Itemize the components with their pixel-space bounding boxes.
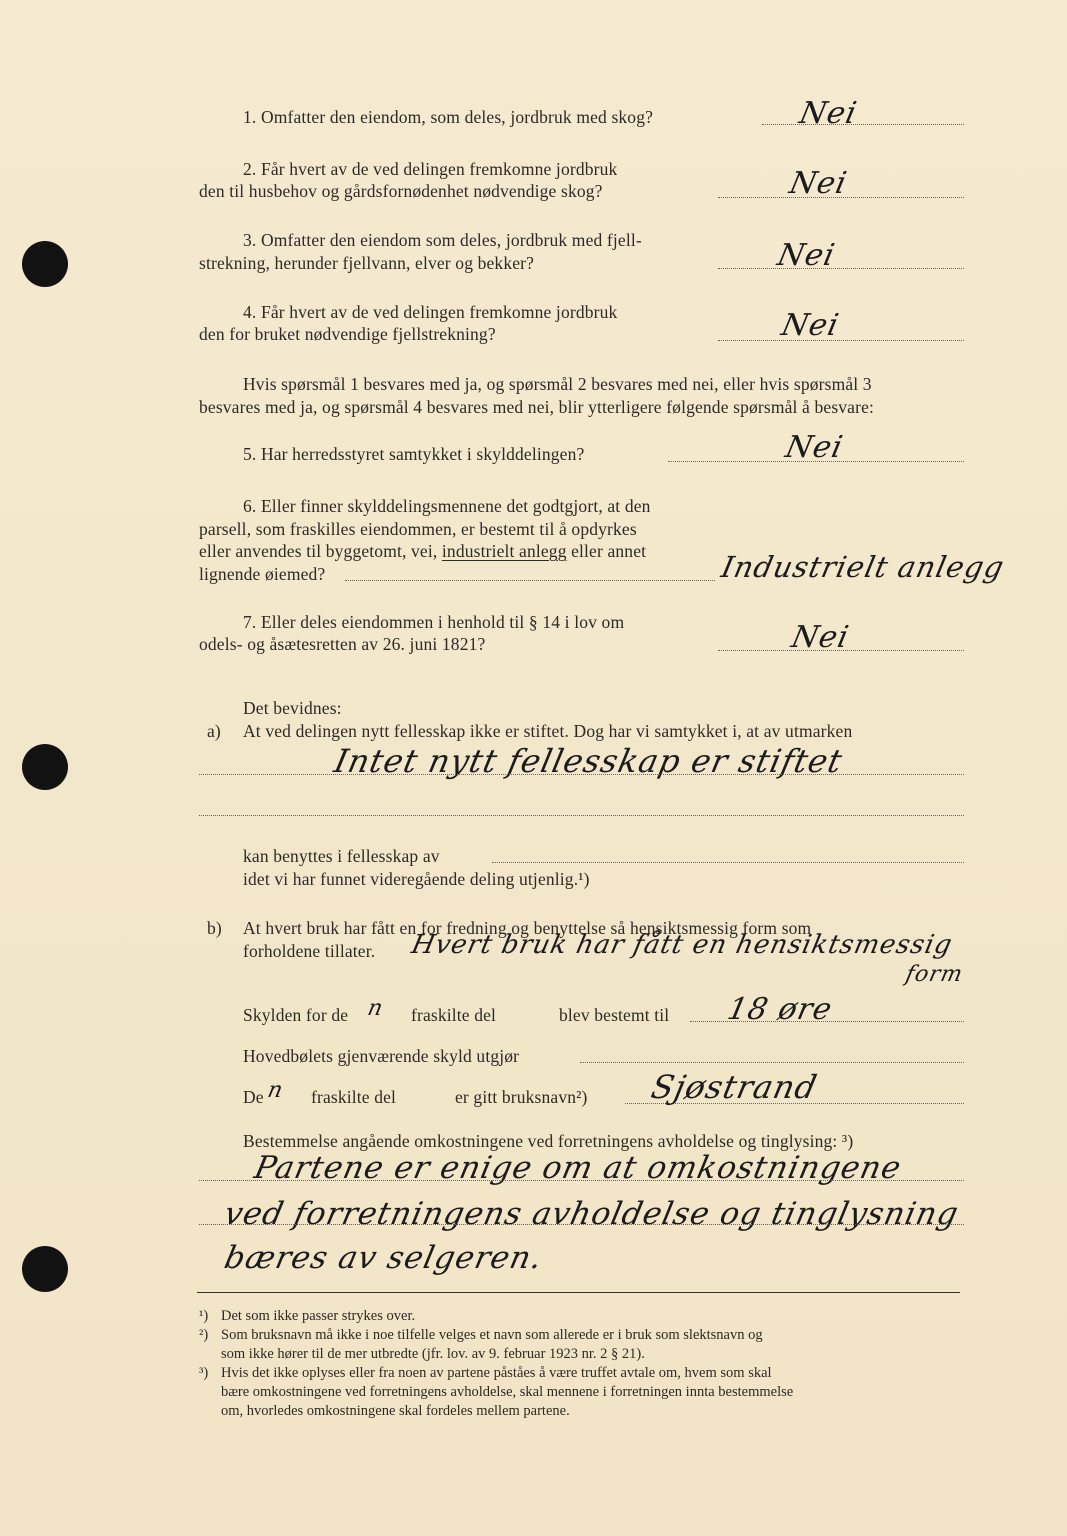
omkostning-label: Bestemmelse angående omkostningene ved forretningens avholdelse og tinglysing: ³) — [243, 1131, 854, 1151]
answer-5-handwritten: Nei — [782, 430, 847, 465]
conditional-intro-line-2: besvares med ja, og spørsmål 4 besvares med nei, blir ytterligere følgende spørsmål å besvare: — [199, 397, 874, 417]
answer-3-handwritten: Nei — [774, 238, 839, 273]
question-3-line-2: strekning, herunder fjellvann, elver og bekker? — [199, 253, 535, 273]
omkostning-handwritten-1: Partene er enige om at omkostningene — [251, 1150, 905, 1186]
attest-b-handwritten-2: form — [903, 962, 966, 987]
question-4-line-1: 4. Får hvert av de ved delingen fremkomne jordbruk — [243, 302, 618, 322]
answer-line-6 — [345, 580, 715, 581]
answer-line-4 — [718, 340, 964, 341]
question-7-line-2: odels- og åsætesretten av 26. juni 1821? — [199, 634, 486, 654]
skyld-label-c: blev bestemt til — [559, 1005, 670, 1025]
question-6-line-3 — [199, 540, 646, 562]
question-4-line-2: den for bruket nødvendige fjellstrekning? — [199, 324, 496, 344]
omkostning-line-2 — [199, 1224, 964, 1225]
footnote-3-line-3: om, hvorledes omkostningene skal fordeles mellem partene. — [221, 1403, 570, 1419]
attest-b-mark: b) — [207, 918, 222, 938]
punch-hole-middle — [22, 744, 68, 790]
question-6-text-c: eller annet — [566, 541, 647, 561]
answer-4-handwritten: Nei — [778, 308, 843, 343]
bruksnavn-handwritten: Sjøstrand — [647, 1068, 821, 1106]
answer-2-handwritten: Nei — [786, 166, 851, 201]
attest-a-shared-blank — [492, 862, 964, 863]
footnote-1-mark: ¹) — [199, 1308, 209, 1324]
question-6-line-4: lignende øiemed? — [199, 564, 326, 584]
omkostning-handwritten-3: bæres av selgeren. — [221, 1240, 546, 1276]
attest-b-text: At hvert bruk har fått en for fredning og benyttelse så hensiktsmessig form som — [243, 918, 812, 938]
question-6-line-2: parsell, som fraskilles eiendommen, er bestemt til å opdyrkes — [199, 519, 637, 539]
bruksnavn-label-c: er gitt bruksnavn²) — [455, 1087, 588, 1107]
footnote-3-line-2: bære omkostningene ved forretningens avholdelse, skal mennene i forretningen innta bestemmelse — [221, 1384, 794, 1400]
attest-a-line-reason: idet vi har funnet videregående deling utjenlig.¹) — [243, 869, 590, 889]
question-2-line-1: 2. Får hvert av de ved delingen fremkomne jordbruk — [243, 159, 618, 179]
attest-a-handwritten: Intet nytt fellesskap er stiftet — [330, 742, 847, 780]
attest-a-line-shared: kan benyttes i fellesskap av — [243, 846, 440, 866]
answer-6-handwritten: Industrielt anlegg — [718, 550, 1008, 584]
footnote-2-line-1 — [199, 1326, 763, 1345]
footnote-2-text-1: Som bruksnavn må ikke i noe tilfelle velges et navn som allerede er i bruk som slektsnavn og — [221, 1327, 763, 1343]
punch-hole-top — [22, 241, 68, 287]
footnote-3-line-1 — [199, 1364, 772, 1383]
bruksnavn-label-b: fraskilte del — [311, 1087, 397, 1107]
question-6-text-a: eller anvendes til byggetomt, vei, — [199, 541, 442, 561]
conditional-intro-line-1: Hvis spørsmål 1 besvares med ja, og spørsmål 2 besvares med nei, eller hvis spørsmål 3 — [243, 374, 872, 394]
attest-a-mark: a) — [207, 721, 221, 741]
attest-a-line-2 — [199, 815, 964, 816]
footnote-2-mark: ²) — [199, 1327, 209, 1343]
skyld-handwritten-suffix: n — [365, 996, 386, 1021]
punch-hole-bottom — [22, 1246, 68, 1292]
footnote-divider — [197, 1292, 960, 1293]
answer-line-3 — [718, 268, 964, 269]
bruksnavn-label-a: De — [243, 1087, 264, 1107]
skyld-handwritten: 18 øre — [724, 992, 836, 1027]
attest-b-handwritten-1: Hvert bruk har fått en hensiktsmessig — [408, 930, 956, 960]
bruksnavn-handwritten-suffix: n — [265, 1078, 286, 1103]
answer-1-handwritten: Nei — [796, 96, 861, 131]
attest-a-text: At ved delingen nytt fellesskap ikke er stiftet. Dog har vi samtykket i, at av utmarken — [243, 721, 853, 741]
attest-a-line-1 — [199, 774, 964, 775]
question-5: 5. Har herredsstyret samtykket i skylddelingen? — [243, 444, 585, 464]
question-3-line-1: 3. Omfatter den eiendom som deles, jordbruk med fjell- — [243, 230, 642, 250]
skyld-label-b: fraskilte del — [411, 1005, 497, 1025]
footnote-1-text: Det som ikke passer strykes over. — [221, 1308, 416, 1324]
omkostning-handwritten-2: ved forretningens avholdelse og tinglysning — [221, 1196, 963, 1232]
hovedbol-label: Hovedbølets gjenværende skyld utgjør — [243, 1046, 520, 1066]
question-6-underlined-option: industrielt anlegg — [441, 541, 567, 561]
footnote-1 — [199, 1307, 415, 1326]
question-1: 1. Omfatter den eiendom, som deles, jordbruk med skog? — [243, 107, 654, 127]
question-7-line-1: 7. Eller deles eiendommen i henhold til § 14 i lov om — [243, 612, 625, 632]
skyld-label-a: Skylden for de — [243, 1005, 349, 1025]
omkostning-line-1 — [199, 1180, 964, 1181]
attest-heading: Det bevidnes: — [243, 698, 342, 718]
hovedbol-answer-line — [580, 1062, 964, 1063]
attest-b-line-2: forholdene tillater. — [243, 941, 376, 961]
answer-7-handwritten: Nei — [788, 620, 853, 655]
answer-line-1 — [762, 124, 964, 125]
footnote-3-text-1: Hvis det ikke oplyses eller fra noen av partene påståes å være truffet avtale om, hvem som skal — [221, 1365, 772, 1381]
footnote-2-line-2: som ikke hører til de mer utbredte (jfr. lov. av 9. februar 1923 nr. 2 § 21). — [221, 1346, 645, 1362]
question-6-line-1: 6. Eller finner skylddelingsmennene det godtgjort, at den — [243, 496, 651, 516]
footnote-3-mark: ³) — [199, 1365, 209, 1381]
question-2-line-2: den til husbehov og gårdsfornødenhet nødvendige skog? — [199, 181, 603, 201]
